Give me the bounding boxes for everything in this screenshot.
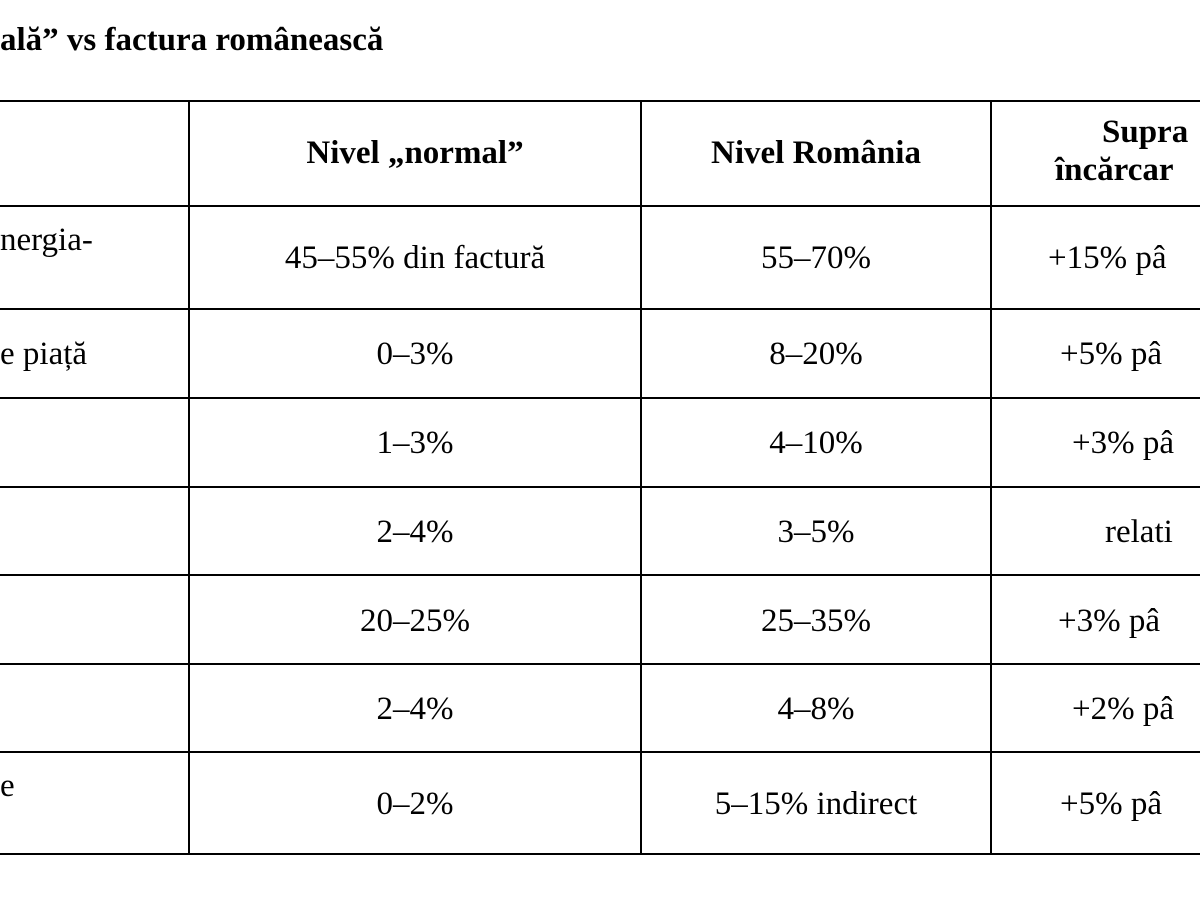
cell-surcharge: relati (1105, 514, 1173, 550)
cell-romania: 55–70% (761, 240, 871, 276)
table-border (640, 100, 642, 855)
cell-surcharge: +15% pâ (1048, 240, 1167, 276)
cell-surcharge: +5% pâ (1060, 786, 1162, 822)
cell-romania: 25–35% (761, 603, 871, 639)
cell-surcharge: +3% pâ (1072, 425, 1174, 461)
cell-normal: 0–2% (376, 786, 454, 822)
table-border (0, 308, 1200, 310)
row-label: nergia- (0, 222, 93, 258)
cell-normal: 2–4% (376, 514, 454, 550)
cell-surcharge: +5% pâ (1060, 336, 1162, 372)
header-col3-line1: Supra (1102, 114, 1189, 150)
cell-normal: 45–55% din factură (284, 240, 546, 276)
row-label: e (0, 768, 15, 804)
document-title: ală” vs factura românească (0, 22, 384, 58)
table-border (0, 397, 1200, 399)
table-border (188, 100, 190, 855)
table-border (990, 100, 992, 855)
header-col2: Nivel România (711, 135, 921, 171)
cell-surcharge: +3% pâ (1058, 603, 1160, 639)
header-col3-line2: încărcar (1055, 152, 1174, 188)
cell-romania: 3–5% (777, 514, 855, 550)
table-border (0, 751, 1200, 753)
table-border (0, 205, 1200, 207)
cell-romania: 5–15% indirect (714, 786, 918, 822)
table-border (0, 853, 1200, 855)
cell-romania: 4–10% (769, 425, 863, 461)
header-col1: Nivel „normal” (306, 135, 524, 171)
cell-surcharge: +2% pâ (1072, 691, 1174, 727)
cell-romania: 4–8% (777, 691, 855, 727)
table-border (0, 663, 1200, 665)
cell-normal: 1–3% (376, 425, 454, 461)
cell-romania: 8–20% (769, 336, 863, 372)
row-label: e piață (0, 336, 88, 372)
cell-normal: 2–4% (376, 691, 454, 727)
cell-normal: 20–25% (360, 603, 470, 639)
cell-normal: 0–3% (376, 336, 454, 372)
table-border (0, 574, 1200, 576)
table-border (0, 486, 1200, 488)
table-border (0, 100, 1200, 102)
